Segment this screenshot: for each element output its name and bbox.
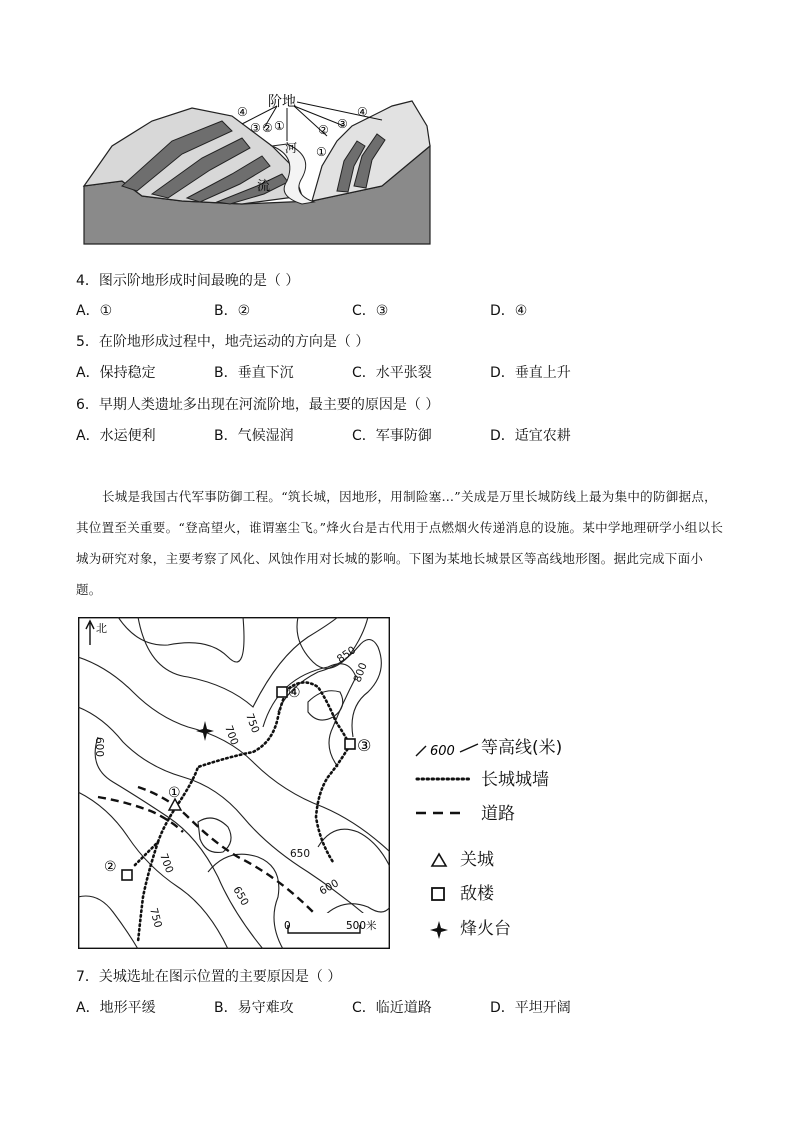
contour-label: 600 bbox=[93, 737, 105, 758]
question-6-option-a[interactable]: A．水运便利 bbox=[76, 428, 156, 444]
river-label-1: 河 bbox=[285, 141, 298, 155]
legend-beacon-label: 烽火台 bbox=[460, 919, 511, 939]
legend-pass-label: 关城 bbox=[460, 850, 494, 870]
terrace-number-right-4: ④ bbox=[357, 105, 368, 119]
question-5-option-c[interactable]: C．水平张裂 bbox=[352, 365, 432, 381]
question-4-stem: 4．图示阶地形成时间最晚的是（ ） bbox=[76, 273, 300, 289]
tower-square-icon bbox=[122, 870, 132, 880]
scale-start-label: 0 bbox=[284, 920, 291, 932]
question-6-option-c[interactable]: C．军事防御 bbox=[352, 428, 432, 444]
question-7-option-b[interactable]: B．易守难攻 bbox=[214, 1000, 294, 1016]
legend-wall-symbol bbox=[414, 772, 474, 786]
scale-end-label: 500米 bbox=[346, 920, 377, 932]
contour-label: 850 bbox=[334, 644, 359, 666]
legend-wall-label: 长城城墙 bbox=[481, 770, 549, 790]
terrace-number-right-2: ② bbox=[318, 123, 329, 137]
legend-contour-symbol bbox=[414, 738, 484, 760]
terrace-number-left-3: ③ bbox=[250, 121, 261, 135]
contour-label: 650 bbox=[230, 884, 251, 908]
legend-tower-label: 敌楼 bbox=[460, 884, 494, 904]
question-4-option-d[interactable]: D．④ bbox=[490, 303, 528, 319]
question-7-option-c[interactable]: C．临近道路 bbox=[352, 1000, 432, 1016]
contour-label: 800 bbox=[351, 661, 370, 685]
question-7-option-a[interactable]: A．地形平缓 bbox=[76, 1000, 156, 1016]
question-4-option-c[interactable]: C．③ bbox=[352, 303, 389, 319]
contour-label: 700 bbox=[222, 723, 241, 747]
legend-pass-triangle-icon bbox=[430, 852, 448, 868]
contour-label: 650 bbox=[290, 848, 311, 860]
question-6-stem: 6．早期人类遗址多出现在河流阶地，最主要的原因是（ ） bbox=[76, 397, 440, 413]
terrace-number-left-4: ④ bbox=[237, 105, 248, 119]
tower-square-icon bbox=[277, 687, 287, 697]
passage-paragraph: 长城是我国古代军事防御工程。“筑长城，因地形，用制险塞…”关成是万里长城防线上最为集中的防御据点，其位置至关重要。“登高望火，谁谓塞尘飞。”烽火台是古代用于点燃烟火传递消息的设施。某中学地理研学小组以长城为研究对象，主要考察了风化、风蚀作用对长城的影响。下图为某地长城景区等高线地形图。据此完成下面小题。 bbox=[76, 489, 724, 597]
map-point-4: ④ bbox=[288, 685, 301, 701]
terrace-number-right-1: ① bbox=[316, 145, 327, 159]
map-point-2: ② bbox=[104, 859, 117, 875]
map-point-3: ③ bbox=[357, 736, 372, 755]
question-5-option-a[interactable]: A．保持稳定 bbox=[76, 365, 156, 381]
legend-road-symbol bbox=[414, 806, 474, 820]
question-6-option-d[interactable]: D．适宜农耕 bbox=[490, 428, 571, 444]
terrace-number-left-2: ② bbox=[262, 121, 273, 135]
legend-beacon-star-icon bbox=[429, 920, 449, 940]
question-7-option-d[interactable]: D．平坦开阔 bbox=[490, 1000, 571, 1016]
question-6-option-b[interactable]: B．气候湿润 bbox=[214, 428, 294, 444]
svg-text:600: 600 bbox=[430, 744, 455, 759]
north-label: 北 bbox=[96, 622, 107, 635]
terrace-label: 阶地 bbox=[268, 94, 296, 110]
great-wall-contour-map bbox=[78, 617, 390, 949]
question-7-stem: 7．关城选址在图示位置的主要原因是（ ） bbox=[76, 969, 342, 985]
contour-label: 750 bbox=[147, 906, 164, 930]
river-terrace-diagram bbox=[82, 86, 432, 246]
question-5-stem: 5．在阶地形成过程中，地壳运动的方向是（ ） bbox=[76, 334, 370, 350]
terrace-number-right-3: ③ bbox=[337, 117, 348, 131]
river-label-2: 流 bbox=[257, 179, 271, 194]
question-5-option-d[interactable]: D．垂直上升 bbox=[490, 365, 571, 381]
question-5-option-b[interactable]: B．垂直下沉 bbox=[214, 365, 294, 381]
contour-label: 700 bbox=[157, 851, 176, 875]
tower-square-icon bbox=[345, 739, 355, 749]
map-point-1: ① bbox=[168, 785, 181, 801]
legend-contour-label: 等高线(米) bbox=[481, 738, 563, 758]
terrace-number-left-1: ① bbox=[274, 119, 285, 133]
question-4-option-b[interactable]: B．② bbox=[214, 303, 251, 319]
legend-road-label: 道路 bbox=[481, 804, 515, 824]
question-4-option-a[interactable]: A．① bbox=[76, 303, 113, 319]
contour-label: 600 bbox=[317, 877, 341, 898]
legend-tower-square-icon bbox=[430, 886, 446, 902]
contour-label: 750 bbox=[243, 711, 262, 735]
